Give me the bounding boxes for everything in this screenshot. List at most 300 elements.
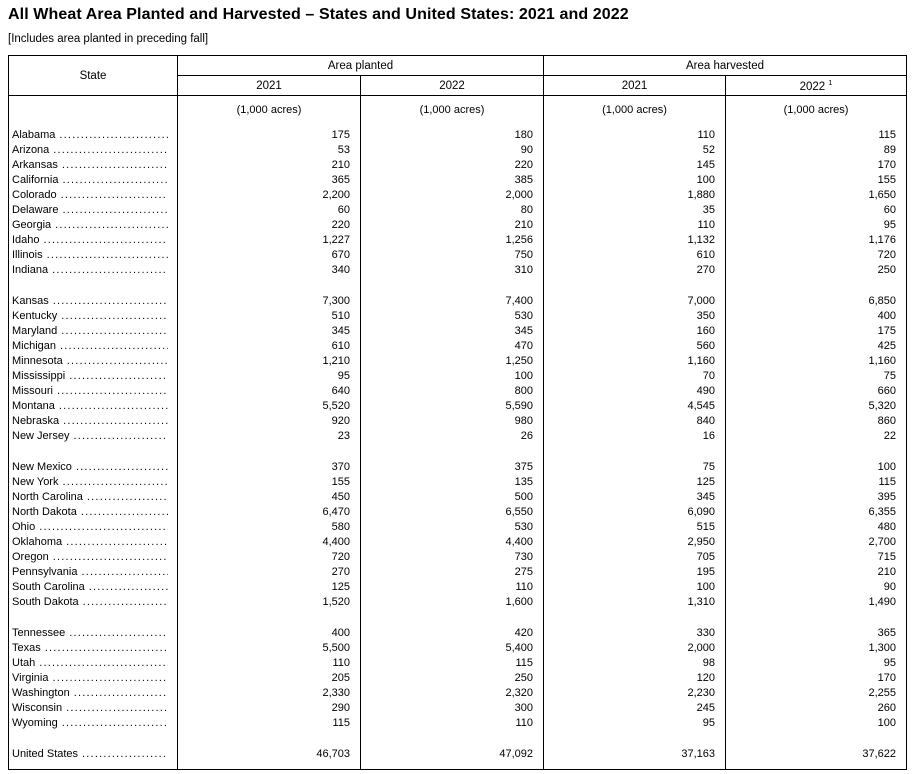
leader-dots [63,414,168,429]
table-row [9,475,907,490]
state-leader [12,626,168,641]
value-cell: 4,400 [361,535,544,550]
value-cell: 270 [178,565,361,580]
state-cell [9,686,178,701]
value-cell: 290 [178,701,361,716]
value-cell: 155 [178,475,361,490]
table-row [9,520,907,535]
leader-dots [52,263,168,278]
table-row [9,580,907,595]
state-leader [12,309,168,324]
state-label: Indiana [12,263,49,276]
unit-cell-empty [9,96,178,124]
table-row [9,671,907,686]
value-cell: 720 [726,248,907,263]
value-cell: 100 [544,580,726,595]
value-cell: 345 [544,490,726,505]
state-cell [9,294,178,309]
value-cell: 1,256 [361,233,544,248]
table-row [9,233,907,248]
value-cell: 5,400 [361,641,544,656]
state-leader [12,686,168,701]
value-cell: 220 [178,218,361,233]
state-label: Minnesota [12,354,63,367]
state-label: Idaho [12,233,40,246]
value-cell: 365 [726,626,907,641]
table-row [9,248,907,263]
leader-dots [59,399,168,414]
group-header-row [9,56,907,76]
value-cell: 1,650 [726,188,907,203]
leader-dots [61,324,168,339]
value-cell: 2,230 [544,686,726,701]
state-label: Illinois [12,248,43,261]
spacer-cell [9,610,178,626]
spacer-cell [361,762,544,770]
state-cell [9,384,178,399]
state-label: Missouri [12,384,53,397]
state-cell [9,218,178,233]
state-cell [9,339,178,354]
value-cell: 1,490 [726,595,907,610]
value-cell: 4,400 [178,535,361,550]
value-cell: 1,227 [178,233,361,248]
state-leader [12,218,168,233]
value-cell: 160 [544,324,726,339]
value-cell: 180 [361,128,544,143]
value-cell: 16 [544,429,726,444]
group-header-area-planted: Area planted [178,56,544,76]
state-cell [9,701,178,716]
footnote-marker: 1 [828,78,833,87]
table-row [9,535,907,550]
state-label: California [12,173,59,186]
value-cell: 115 [726,475,907,490]
state-cell [9,626,178,641]
spacer-row [9,278,907,294]
value-cell: 7,400 [361,294,544,309]
leader-dots [60,339,168,354]
state-cell [9,188,178,203]
value-cell: 26 [361,429,544,444]
leader-dots [69,369,168,384]
spacer-cell [178,762,361,770]
state-leader [12,505,168,520]
value-cell: 120 [544,671,726,686]
table-row [9,550,907,565]
value-cell: 365 [178,173,361,188]
spacer-cell [726,610,907,626]
value-cell: 1,210 [178,354,361,369]
leader-dots [61,188,168,203]
value-cell: 860 [726,414,907,429]
table-row [9,263,907,278]
state-label: Ohio [12,520,36,533]
value-cell: 98 [544,656,726,671]
value-cell: 145 [544,158,726,173]
state-leader [12,716,168,731]
value-cell: 89 [726,143,907,158]
table-row [9,384,907,399]
state-cell [9,143,178,158]
value-cell: 275 [361,565,544,580]
state-cell [9,309,178,324]
value-cell: 980 [361,414,544,429]
state-label: New Mexico [12,460,72,473]
value-cell: 205 [178,671,361,686]
state-cell [9,490,178,505]
table-row [9,505,907,520]
value-cell: 110 [361,580,544,595]
state-cell [9,535,178,550]
value-cell: 1,300 [726,641,907,656]
state-cell [9,369,178,384]
value-cell: 175 [178,128,361,143]
value-cell: 1,176 [726,233,907,248]
state-leader [12,550,168,565]
leader-dots [44,233,168,248]
table-row [9,716,907,731]
state-leader [12,460,168,475]
state-leader [12,656,168,671]
state-label: Oklahoma [12,535,63,548]
value-cell: 750 [361,248,544,263]
leader-dots [87,490,168,505]
wheat-area-table [8,55,907,770]
value-cell: 490 [544,384,726,399]
leader-dots [62,716,168,731]
value-cell: 70 [544,369,726,384]
state-cell [9,203,178,218]
value-cell: 210 [178,158,361,173]
state-leader [12,414,168,429]
value-cell: 370 [178,460,361,475]
value-cell: 330 [544,626,726,641]
spacer-cell [361,444,544,460]
value-cell: 5,320 [726,399,907,414]
spacer-cell [544,731,726,747]
state-leader [12,158,168,173]
leader-dots [76,460,168,475]
value-cell: 53 [178,143,361,158]
value-cell: 210 [726,565,907,580]
value-cell: 610 [178,339,361,354]
value-cell: 35 [544,203,726,218]
state-cell [9,158,178,173]
state-label: Arizona [12,143,50,156]
state-cell [9,460,178,475]
unit-cell: (1,000 acres) [726,96,907,124]
table-row [9,641,907,656]
leader-dots [53,294,168,309]
leader-dots [45,641,168,656]
spacer-cell [544,610,726,626]
spacer-row [9,731,907,747]
value-cell: 80 [361,203,544,218]
value-cell: 90 [726,580,907,595]
table-row [9,460,907,475]
value-cell: 115 [178,716,361,731]
state-cell [9,595,178,610]
value-cell: 110 [361,716,544,731]
state-cell [9,354,178,369]
state-cell [9,716,178,731]
state-label: New Jersey [12,429,70,442]
value-cell: 7,000 [544,294,726,309]
state-label: North Carolina [12,490,83,503]
leader-dots [62,173,168,188]
value-cell: 500 [361,490,544,505]
state-cell [9,671,178,686]
spacer-cell [361,278,544,294]
value-cell: 6,550 [361,505,544,520]
leader-dots [55,218,168,233]
spacer-cell [178,278,361,294]
spacer-cell [726,762,907,770]
leader-dots [62,475,168,490]
state-label: Wyoming [12,716,58,729]
value-cell: 5,520 [178,399,361,414]
value-cell: 135 [361,475,544,490]
leader-dots [73,429,168,444]
state-label: South Dakota [12,595,79,608]
value-cell: 95 [726,218,907,233]
value-cell: 115 [726,128,907,143]
value-cell: 400 [178,626,361,641]
value-cell: 920 [178,414,361,429]
unit-cell: (1,000 acres) [178,96,361,124]
table-row [9,626,907,641]
state-leader [12,520,168,535]
state-cell [9,173,178,188]
state-leader [12,595,168,610]
value-cell: 450 [178,490,361,505]
table-row [9,128,907,143]
state-leader [12,747,168,762]
table-row [9,218,907,233]
table-row [9,339,907,354]
state-cell [9,429,178,444]
value-cell: 510 [178,309,361,324]
leader-dots [89,580,168,595]
value-cell: 110 [544,218,726,233]
state-cell [9,520,178,535]
value-cell: 250 [361,671,544,686]
state-label: Alabama [12,128,56,141]
value-cell: 7,300 [178,294,361,309]
value-cell: 75 [726,369,907,384]
value-cell: 400 [726,309,907,324]
value-cell: 1,600 [361,595,544,610]
state-cell [9,641,178,656]
table-row [9,309,907,324]
state-label: Delaware [12,203,59,216]
spacer-cell [9,444,178,460]
state-label: Virginia [12,671,49,684]
value-cell: 1,520 [178,595,361,610]
state-cell [9,475,178,490]
state-leader [12,475,168,490]
value-cell: 2,200 [178,188,361,203]
spacer-row [9,444,907,460]
spacer-cell [178,610,361,626]
value-cell: 840 [544,414,726,429]
value-cell: 115 [361,656,544,671]
leader-dots [39,656,168,671]
state-label: Tennessee [12,626,66,639]
value-cell: 2,700 [726,535,907,550]
value-cell: 530 [361,520,544,535]
value-cell: 220 [361,158,544,173]
value-cell: 4,545 [544,399,726,414]
state-cell [9,414,178,429]
unit-row [9,96,907,124]
state-leader [12,203,168,218]
table-row [9,414,907,429]
state-cell [9,248,178,263]
value-cell: 705 [544,550,726,565]
value-cell: 100 [726,716,907,731]
spacer-cell [9,762,178,770]
table-row [9,158,907,173]
value-cell: 5,590 [361,399,544,414]
value-cell: 175 [726,324,907,339]
value-cell: 60 [178,203,361,218]
year-header-harvested-2022 [726,76,907,96]
value-cell: 110 [178,656,361,671]
table-body [9,124,907,770]
value-cell: 2,000 [361,188,544,203]
value-cell: 47,092 [361,747,544,762]
value-cell: 2,950 [544,535,726,550]
value-cell: 125 [178,580,361,595]
leader-dots [74,686,168,701]
state-leader [12,535,168,550]
value-cell: 170 [726,158,907,173]
table-row [9,203,907,218]
value-cell: 2,255 [726,686,907,701]
value-cell: 22 [726,429,907,444]
value-cell: 800 [361,384,544,399]
state-label: Pennsylvania [12,565,78,578]
value-cell: 170 [726,671,907,686]
value-cell: 2,330 [178,686,361,701]
value-cell: 155 [726,173,907,188]
table-row [9,354,907,369]
state-leader [12,354,168,369]
value-cell: 640 [178,384,361,399]
state-label: Arkansas [12,158,58,171]
state-leader [12,248,168,263]
state-cell [9,128,178,143]
value-cell: 6,850 [726,294,907,309]
state-leader [12,384,168,399]
leader-dots [53,550,168,565]
year-header-harvested-2021: 2021 [544,76,726,96]
leader-dots [62,203,168,218]
state-label: Kentucky [12,309,58,322]
state-cell [9,324,178,339]
table-row [9,324,907,339]
value-cell: 5,500 [178,641,361,656]
state-leader [12,429,168,444]
value-cell: 90 [361,143,544,158]
value-cell: 720 [178,550,361,565]
value-cell: 46,703 [178,747,361,762]
state-label: Oregon [12,550,49,563]
table-row [9,490,907,505]
state-label: Michigan [12,339,57,352]
value-cell: 1,250 [361,354,544,369]
value-cell: 715 [726,550,907,565]
value-cell: 1,160 [726,354,907,369]
state-leader [12,565,168,580]
value-cell: 195 [544,565,726,580]
state-leader [12,143,168,158]
value-cell: 6,355 [726,505,907,520]
value-cell: 420 [361,626,544,641]
value-cell: 100 [544,173,726,188]
value-cell: 610 [544,248,726,263]
value-cell: 270 [544,263,726,278]
table-row [9,686,907,701]
value-cell: 1,132 [544,233,726,248]
leader-dots [47,248,168,263]
state-label: United States [12,747,79,760]
year-header-planted-2021: 2021 [178,76,361,96]
spacer-cell [361,731,544,747]
value-cell: 530 [361,309,544,324]
table-row [9,656,907,671]
value-cell: 1,880 [544,188,726,203]
spacer-cell [726,731,907,747]
state-leader [12,641,168,656]
spacer-row [9,610,907,626]
value-cell: 75 [544,460,726,475]
value-cell: 670 [178,248,361,263]
state-cell [9,565,178,580]
value-cell: 1,310 [544,595,726,610]
state-label: New York [12,475,59,488]
leader-dots [39,520,168,535]
leader-dots [83,595,168,610]
value-cell: 100 [361,369,544,384]
value-cell: 6,090 [544,505,726,520]
leader-dots [67,354,168,369]
state-cell [9,505,178,520]
value-cell: 345 [361,324,544,339]
state-cell [9,550,178,565]
state-leader [12,188,168,203]
leader-dots [61,309,168,324]
total-row [9,747,907,762]
leader-dots [57,384,168,399]
leader-dots [66,535,168,550]
spacer-cell [544,762,726,770]
state-leader [12,294,168,309]
state-label: Georgia [12,218,52,231]
value-cell: 95 [178,369,361,384]
table-row [9,173,907,188]
leader-dots [82,747,168,762]
table-row [9,565,907,580]
state-cell [9,747,178,762]
value-cell: 345 [178,324,361,339]
unit-cell: (1,000 acres) [544,96,726,124]
value-cell: 6,470 [178,505,361,520]
value-cell: 260 [726,701,907,716]
value-cell: 1,160 [544,354,726,369]
